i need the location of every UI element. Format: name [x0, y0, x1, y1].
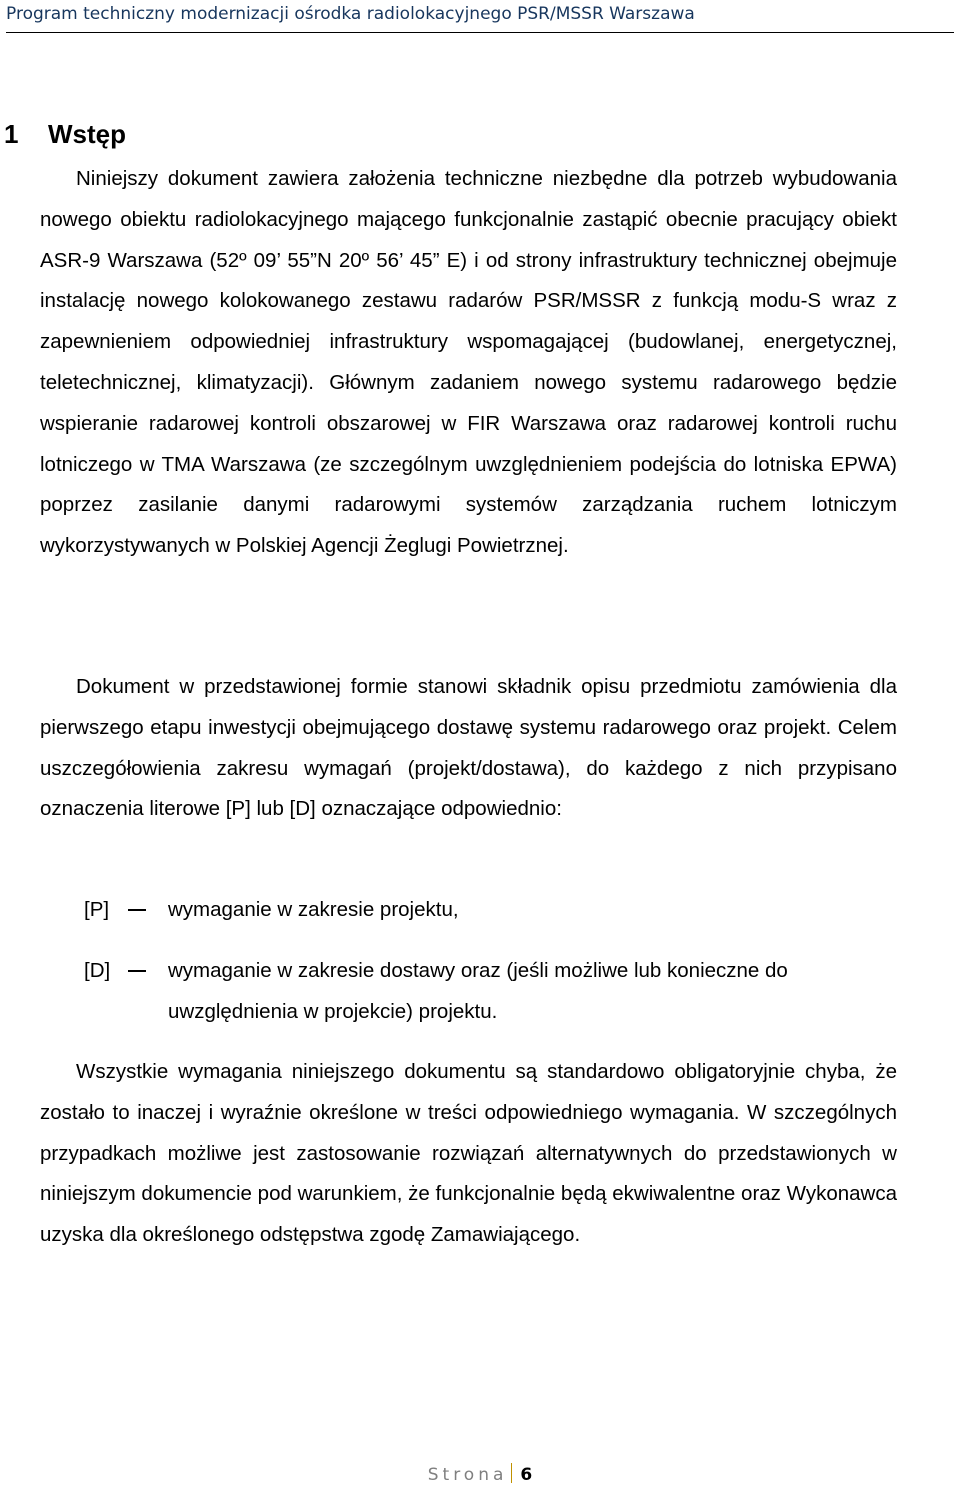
paragraph-scope	[40, 667, 897, 830]
paragraph-intro	[40, 159, 897, 567]
paragraph-requirements-text: Wszystkie wymagania niniejszego dokumentu są standardowo obligatoryjnie chyba, że zostało to inaczej i wyraźnie określone w treści odpowiedniego wymagania. W szczególnych przypadkach możliwe jest zastosowanie rozwiązań alternatywnych do przedstawionych w niniejszym dokumencie pod warunkiem, że funkcjonalnie będą ekwiwalentne oraz Wykonawca uzyska dla określonego odstępstwa zgodę Zamawiającego.	[40, 1060, 897, 1247]
section-title: Wstęp	[48, 119, 126, 149]
section-number: 1	[4, 119, 19, 149]
page-number: 6	[520, 1465, 533, 1485]
dash-divider	[128, 909, 146, 911]
footer-label: Strona	[427, 1465, 508, 1485]
requirement-text: wymaganie w zakresie dostawy oraz (jeśli możliwe lub konieczne do uwzględnienia w projekcie) projektu.	[168, 959, 788, 1023]
dash-divider	[128, 970, 146, 972]
page-footer	[0, 1461, 960, 1489]
paragraph-scope-text: Dokument w przedstawionej formie stanowi składnik opisu przedmiotu zamówienia dla pierwszego etapu inwestycji obejmującego dostawę systemu radarowego oraz projekt. Celem uszczegółowienia zakresu wymagań (projekt/dostawa), do każdego z nich przypisano oznaczenia literowe [P] lub [D] oznaczające odpowiednio:	[40, 675, 897, 821]
section-heading	[4, 114, 126, 154]
requirement-label: [D]	[84, 959, 111, 982]
paragraph-requirements	[40, 1052, 897, 1256]
paragraph-intro-text: Niniejszy dokument zawiera założenia techniczne niezbędne dla potrzeb wybudowania nowego obiektu radiolokacyjnego mającego funkcjonalnie zastąpić obecnie pracujący obiekt ASR-9 Warszawa (52º 09’ 55”N 20º 56’ 45” E) i od strony infrastruktury technicznej obejmuje instalację nowego kolokowanego zestawu radarów PSR/MSSR z funkcją modu-S wraz z zapewnieniem odpowiedniej infrastruktury wspomagającej (budowlanej, energetycznej, teletechnicznej, klimatyzacji). Głównym zadaniem nowego systemu radarowego będzie wspieranie radarowej kontroli obszarowej w FIR Warszawa oraz radarowej kontroli ruchu lotniczego w TMA Warszawa (ze szczególnym uwzględnieniem podejścia do lotniska EPWA) poprzez zasilanie danymi radarowymi systemów zarządzania ruchem lotniczym wykorzystywanych w Polskiej Agencji Żeglugi Powietrznej.	[40, 167, 897, 558]
requirement-item-p	[0, 890, 960, 931]
requirement-text: wymaganie w zakresie projektu,	[168, 898, 459, 921]
footer-separator	[511, 1463, 512, 1483]
requirement-label: [P]	[84, 898, 110, 921]
page-header: Program techniczny modernizacji ośrodka radiolokacyjnego PSR/MSSR Warszawa	[6, 2, 954, 33]
requirement-item-d	[0, 951, 960, 1033]
